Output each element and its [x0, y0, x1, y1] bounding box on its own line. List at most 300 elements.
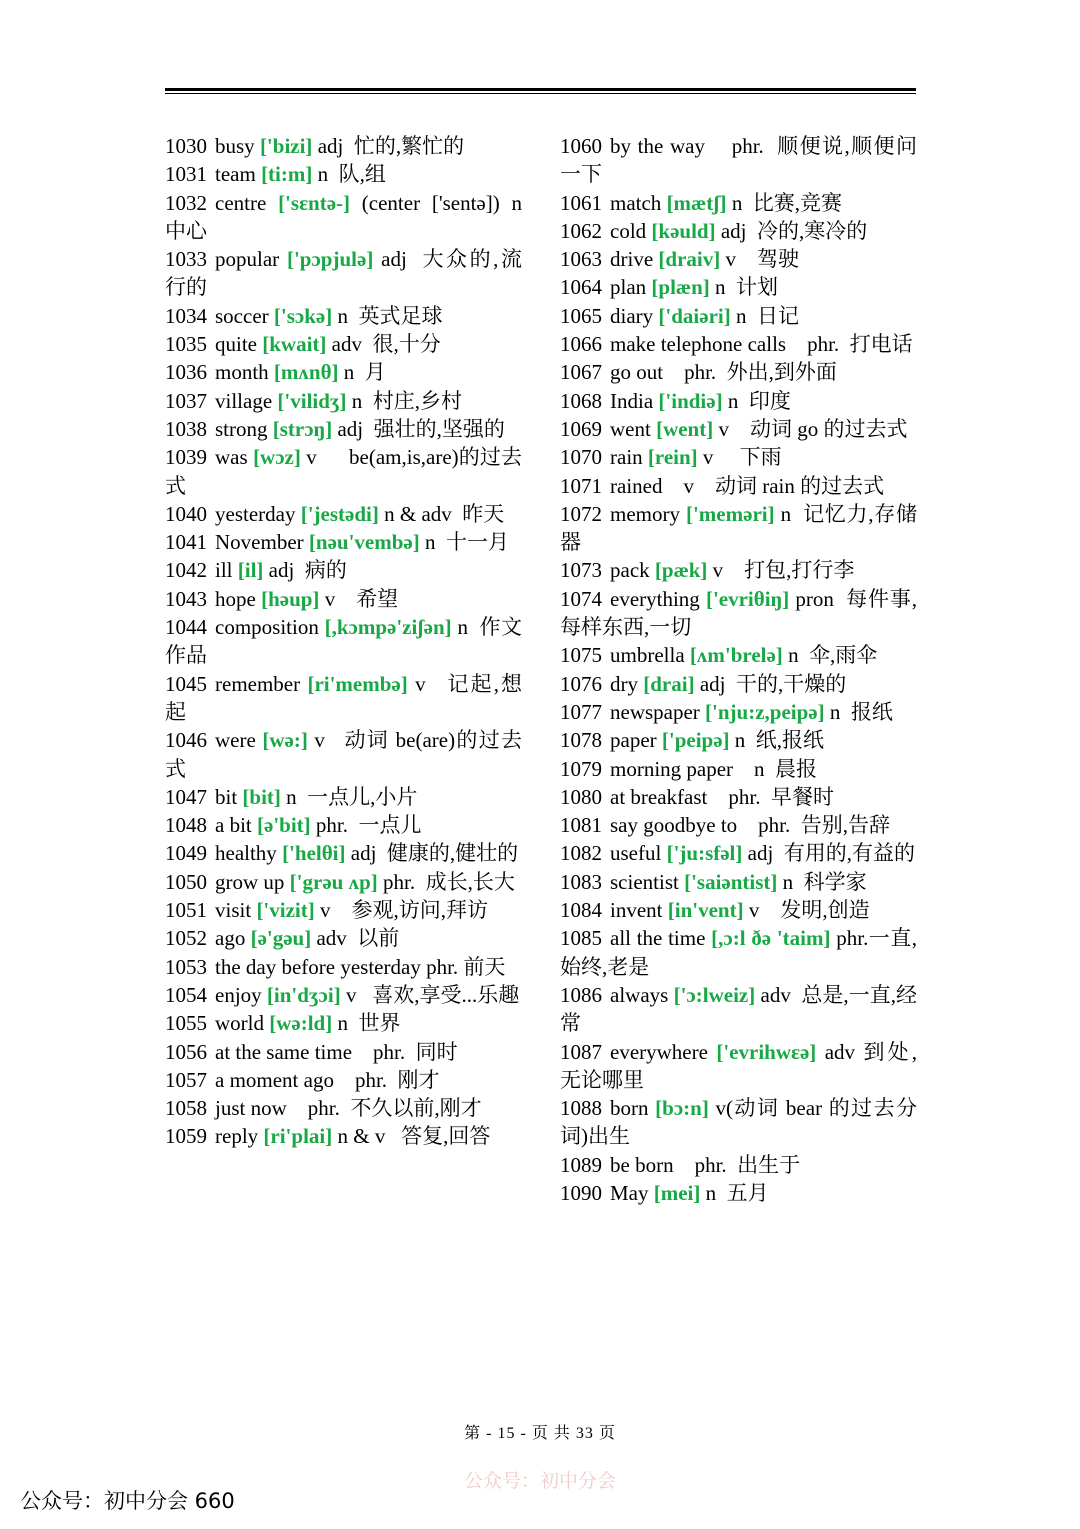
vocab-entry — [560, 132, 917, 189]
vocab-column-right — [560, 132, 917, 1207]
vocab-entry — [560, 443, 917, 471]
entry-phonetic: ['sɔkə] — [273, 303, 333, 328]
entry-number: 1055 — [165, 1011, 207, 1036]
entry-word: popular — [215, 247, 280, 272]
entry-definition: adj 冷的,寒冷的 — [720, 218, 868, 243]
entry-phonetic: [bɔ:n] — [655, 1096, 709, 1121]
entry-word: go out — [610, 360, 664, 385]
vocab-entry — [165, 302, 522, 330]
entry-definition: n 村庄,乡村 — [351, 388, 463, 413]
entry-word: grow up — [215, 869, 285, 894]
entry-word: everywhere — [610, 1039, 708, 1064]
entry-number: 1048 — [165, 813, 207, 838]
entry-number: 1041 — [165, 530, 207, 555]
entry-phonetic: ['vilidʒ] — [277, 388, 347, 413]
entry-definition: adv 以前 — [316, 926, 400, 951]
entry-number: 1075 — [560, 643, 602, 668]
entry-word: make telephone calls — [610, 332, 787, 357]
entry-phonetic: ['bizi] — [259, 134, 313, 158]
entry-number: 1083 — [560, 869, 602, 894]
vocab-column-left — [165, 132, 528, 1151]
vocab-entry — [560, 1094, 917, 1151]
vocab-entry — [165, 585, 522, 613]
vocab-entry — [560, 726, 917, 754]
entry-definition: n 十一月 — [424, 530, 509, 555]
entry-word: at breakfast — [610, 784, 708, 809]
entry-number: 1067 — [560, 360, 602, 385]
entry-definition: phr. 顺便说,顺便问一下 — [560, 134, 917, 187]
entry-word: healthy — [215, 841, 277, 866]
entry-definition: v 发明,创造 — [748, 898, 870, 923]
entry-definition: v 下雨 — [702, 445, 782, 470]
entry-number: 1084 — [560, 898, 602, 923]
entry-number: 1074 — [560, 586, 602, 611]
entry-phonetic: ['pɔpjulə] — [286, 247, 374, 272]
entry-phonetic: [ə'bit] — [257, 813, 311, 838]
entry-word: yesterday — [215, 501, 296, 526]
entry-word: enjoy — [215, 982, 262, 1007]
entry-definition: pron 每件事,每样东西,一切 — [560, 586, 918, 640]
entry-definition: phr. 早餐时 — [712, 784, 834, 809]
entry-phonetic: ['evriθiŋ] — [705, 586, 790, 611]
entry-definition: v 动词 rain 的过去式 — [667, 473, 885, 498]
entry-word: invent — [610, 898, 663, 923]
vocab-entry — [560, 302, 917, 330]
entry-number: 1072 — [560, 501, 602, 526]
entry-definition: phr. 刚才 — [339, 1067, 440, 1092]
entry-word: the day before yesterday — [215, 954, 421, 979]
entry-definition: n 科学家 — [782, 869, 867, 894]
page-number-footer: 第 - 15 - 页 共 33 页 — [464, 1425, 616, 1442]
vocab-entry — [560, 839, 917, 867]
header-rule-thick — [165, 88, 916, 91]
entry-definition: n 伞,雨伞 — [788, 643, 878, 668]
entry-definition: adv 很,十分 — [331, 332, 441, 357]
entry-phonetic: [mei] — [653, 1180, 701, 1205]
entry-number: 1065 — [560, 303, 602, 328]
entry-word: plan — [610, 275, 647, 300]
watermark-text: 公众号：初中分会 — [463, 1470, 616, 1492]
entry-word: dry — [610, 671, 638, 696]
vocab-entry — [165, 670, 522, 727]
entry-number: 1076 — [560, 671, 602, 696]
entry-word: team — [215, 162, 256, 187]
entry-number: 1037 — [165, 388, 207, 413]
entry-definition: v 参观,访问,拜访 — [320, 898, 488, 923]
entry-phonetic: [drai] — [643, 671, 695, 696]
entry-word: pack — [610, 558, 650, 583]
entry-number: 1053 — [165, 954, 207, 979]
entry-definition: phr. 成长,长大 — [383, 869, 515, 894]
entry-definition: adv 总是,一直,经常 — [560, 982, 918, 1036]
entry-word: cold — [610, 218, 647, 243]
entry-definition: phr. 一点儿 — [315, 813, 422, 838]
entry-phonetic: [kəuld] — [651, 218, 716, 243]
entry-definition: n 比赛,竞赛 — [731, 190, 843, 215]
entry-number: 1057 — [165, 1067, 207, 1092]
vocab-entry — [165, 160, 522, 188]
vocab-entry — [165, 330, 522, 358]
entry-number: 1069 — [560, 416, 602, 441]
entry-word: ill — [215, 558, 233, 583]
entry-definition: v 记起,想起 — [165, 671, 523, 724]
entry-word: all the time — [610, 926, 706, 951]
vocab-entry — [560, 981, 917, 1038]
entry-word: born — [610, 1096, 649, 1121]
entry-number: 1031 — [165, 162, 207, 187]
entry-number: 1056 — [165, 1039, 207, 1064]
entry-definition: n & adv 昨天 — [384, 501, 505, 526]
vocab-entry — [560, 415, 917, 443]
entry-word: May — [610, 1180, 649, 1205]
entry-number: 1050 — [165, 869, 207, 894]
entry-number: 1081 — [560, 813, 602, 838]
entry-definition: phr. 同时 — [357, 1039, 458, 1064]
entry-definition: n 印度 — [727, 388, 791, 413]
entry-word: busy — [215, 134, 255, 158]
entry-number: 1043 — [165, 586, 207, 611]
entry-definition: n 计划 — [715, 275, 779, 300]
entry-number: 1086 — [560, 982, 602, 1007]
entry-number: 1034 — [165, 303, 207, 328]
entry-word: say goodbye to — [610, 813, 738, 838]
entry-number: 1071 — [560, 473, 602, 498]
entry-number: 1052 — [165, 926, 207, 951]
vocab-entry — [165, 1038, 522, 1066]
entry-number: 1062 — [560, 218, 602, 243]
entry-phonetic: [pæk] — [654, 558, 708, 583]
entry-phonetic: [həup] — [261, 586, 320, 611]
vocab-entry — [165, 868, 522, 896]
entry-word: world — [215, 1011, 264, 1036]
entry-word: rained — [610, 473, 663, 498]
vocab-entry — [560, 217, 917, 245]
entry-phonetic: [in'dʒɔi] — [266, 982, 341, 1007]
entry-word: November — [215, 530, 304, 555]
entry-number: 1068 — [560, 388, 602, 413]
entry-phonetic: [rein] — [647, 445, 698, 470]
entry-definition: phr. 外出,到外面 — [668, 360, 837, 385]
vocab-entry — [165, 1122, 522, 1150]
entry-definition: adj 忙的,繁忙的 — [317, 134, 465, 158]
entry-number: 1070 — [560, 445, 602, 470]
entry-word: composition — [215, 615, 319, 640]
entry-definition: v 动词 go 的过去式 — [718, 416, 908, 441]
entry-phonetic: ['sɛntə-] — [278, 190, 351, 215]
entry-definition: n 五月 — [705, 1180, 769, 1205]
entry-definition: v 打包,打行李 — [712, 558, 855, 583]
entry-definition: n 队,组 — [317, 162, 386, 187]
entry-word: match — [610, 190, 662, 215]
vocab-entry — [560, 698, 917, 726]
entry-definition: phr. 前天 — [426, 954, 506, 979]
entry-definition: (center ['sentə]) n 中心 — [165, 190, 528, 243]
entry-definition: phr. 出生于 — [678, 1152, 801, 1177]
entry-phonetic: [,ɔ:l ðə 'taim] — [711, 926, 831, 951]
vocab-entry — [165, 1009, 522, 1037]
entry-definition: phr. 打电话 — [791, 332, 913, 357]
entry-definition: n 月 — [343, 360, 386, 385]
vocab-entry — [560, 245, 917, 273]
entry-word: a bit — [215, 813, 252, 838]
vocab-entry — [165, 924, 522, 952]
vocab-entry — [165, 387, 522, 415]
entry-number: 1032 — [165, 190, 207, 215]
vocab-entry — [165, 783, 522, 811]
entry-definition: adj 强壮的,坚强的 — [337, 416, 505, 441]
entry-phonetic: ['daiəri] — [658, 303, 731, 328]
entry-number: 1059 — [165, 1124, 207, 1149]
entry-phonetic: ['ju:sfəl] — [666, 841, 743, 866]
vocab-entry — [560, 868, 917, 896]
vocab-entry — [560, 811, 917, 839]
entry-definition: v be(am,is,are)的过去式 — [165, 445, 523, 498]
vocab-entry — [560, 358, 917, 386]
entry-word: newspaper — [610, 699, 700, 724]
entry-phonetic: [strɔŋ] — [272, 416, 333, 441]
entry-definition: n 晨报 — [738, 756, 818, 781]
entry-definition: n 一点儿,小片 — [286, 784, 418, 809]
vocab-entry — [560, 670, 917, 698]
entry-number: 1079 — [560, 756, 602, 781]
entry-word: village — [215, 388, 273, 413]
entry-phonetic: ['evrihwɛə] — [716, 1039, 817, 1064]
vocab-entry — [165, 811, 522, 839]
entry-definition: v 驾驶 — [725, 247, 799, 272]
entry-word: ago — [215, 926, 246, 951]
vocab-entry — [165, 1094, 522, 1122]
vocab-entry — [165, 613, 522, 670]
entry-phonetic: [wə:ld] — [269, 1011, 333, 1036]
entry-word: scientist — [610, 869, 679, 894]
entry-number: 1044 — [165, 615, 207, 640]
entry-number: 1078 — [560, 728, 602, 753]
entry-word: memory — [610, 501, 680, 526]
entry-definition: v 喜欢,享受...乐趣 — [345, 982, 520, 1007]
entry-phonetic: [bit] — [242, 784, 281, 809]
entry-definition: adv 到处,无论哪里 — [560, 1039, 918, 1092]
entry-phonetic: [ri'membə] — [307, 671, 408, 696]
entry-word: diary — [610, 303, 654, 328]
entry-word: rain — [610, 445, 643, 470]
vocab-entry — [560, 924, 917, 981]
vocab-entry — [560, 783, 917, 811]
entry-number: 1047 — [165, 784, 207, 809]
vocab-entry — [560, 1151, 917, 1179]
entry-word: a moment ago — [215, 1067, 334, 1092]
entry-number: 1088 — [560, 1096, 602, 1121]
vocab-entry — [165, 556, 522, 584]
entry-number: 1066 — [560, 332, 602, 357]
entry-phonetic: ['grəu ʌp] — [289, 869, 378, 894]
entry-word: useful — [610, 841, 662, 866]
vocab-entry — [165, 726, 522, 783]
entry-phonetic: [in'vent] — [667, 898, 744, 923]
entry-number: 1058 — [165, 1096, 207, 1121]
vocab-entry — [560, 556, 917, 584]
vocab-entry — [165, 981, 522, 1009]
vocab-entry — [165, 358, 522, 386]
entry-definition: adj 大众的,流行的 — [165, 247, 523, 300]
entry-phonetic: [wə:] — [262, 728, 308, 753]
entry-phonetic: ['saiəntist] — [684, 869, 778, 894]
vocab-entry — [165, 1066, 522, 1094]
vocab-entry — [165, 839, 522, 867]
entry-number: 1054 — [165, 982, 207, 1007]
entry-phonetic: [went] — [656, 416, 714, 441]
entry-number: 1063 — [560, 247, 602, 272]
vocab-entry — [560, 896, 917, 924]
vocab-entry — [165, 500, 522, 528]
entry-number: 1051 — [165, 898, 207, 923]
entry-definition: adj 健康的,健壮的 — [350, 841, 519, 866]
entry-word: paper — [610, 728, 657, 753]
entry-phonetic: [wɔz] — [253, 445, 301, 470]
vocab-entry — [165, 896, 522, 924]
entry-number: 1073 — [560, 558, 602, 583]
entry-word: soccer — [215, 303, 269, 328]
entry-number: 1046 — [165, 728, 207, 753]
entry-number: 1049 — [165, 841, 207, 866]
vocab-entry — [560, 585, 917, 642]
entry-phonetic: [nəu'vembə] — [308, 530, 420, 555]
entry-number: 1038 — [165, 416, 207, 441]
entry-number: 1090 — [560, 1180, 602, 1205]
vocab-entry — [165, 953, 522, 981]
entry-phonetic: [il] — [237, 558, 264, 583]
entry-phonetic: [mætʃ] — [666, 190, 727, 215]
entry-word: strong — [215, 416, 268, 441]
entry-definition: n 纸,报纸 — [734, 728, 825, 753]
vocab-entry — [165, 443, 522, 500]
vocab-entry — [165, 415, 522, 443]
entry-number: 1061 — [560, 190, 602, 215]
entry-definition: phr.一直,始终,老是 — [560, 926, 918, 979]
entry-number: 1077 — [560, 699, 602, 724]
entry-word: remember — [215, 671, 301, 696]
entry-phonetic: ['helθi] — [282, 841, 346, 866]
entry-phonetic: [draiv] — [658, 247, 721, 272]
entry-definition: n 世界 — [337, 1011, 401, 1036]
entry-word: by the way — [610, 134, 705, 158]
entry-phonetic: ['indiə] — [658, 388, 723, 413]
entry-definition: adj 病的 — [268, 558, 347, 583]
entry-definition: n 记忆力,存储器 — [560, 501, 918, 555]
entry-definition: v 希望 — [324, 586, 399, 611]
entry-word: at the same time — [215, 1039, 353, 1064]
entry-phonetic: ['peipə] — [661, 728, 730, 753]
entry-word: be born — [610, 1152, 674, 1177]
entry-definition: adj 有用的,有益的 — [747, 841, 916, 866]
entry-word: was — [215, 445, 248, 470]
entry-phonetic: ['ɔ:lweiz] — [673, 982, 756, 1007]
vocab-entry — [560, 755, 917, 783]
entry-word: drive — [610, 247, 654, 272]
entry-phonetic: [ri'plai] — [263, 1124, 333, 1149]
entry-definition: v(动词 bear 的过去分词)出生 — [560, 1096, 917, 1149]
entry-number: 1082 — [560, 841, 602, 866]
vocab-entry — [560, 1038, 917, 1095]
entry-phonetic: [mʌnθ] — [273, 360, 339, 385]
account-label: 公众号：初中分会 660 — [20, 1489, 235, 1513]
vocab-entry — [560, 641, 917, 669]
entry-number: 1085 — [560, 926, 602, 951]
entry-word: morning paper — [610, 756, 734, 781]
entry-word: always — [610, 982, 669, 1007]
entry-word: were — [215, 728, 256, 753]
entry-word: quite — [215, 332, 257, 357]
entry-number: 1033 — [165, 247, 207, 272]
entry-phonetic: ['nju:z,peipə] — [705, 699, 825, 724]
entry-word: umbrella — [610, 643, 685, 668]
entry-phonetic: ['vizit] — [256, 898, 315, 923]
entry-word: centre — [215, 190, 267, 215]
entry-definition: phr. 不久以前,刚才 — [292, 1096, 482, 1121]
entry-definition: n & v 答复,回答 — [337, 1124, 491, 1149]
entry-word: everything — [610, 586, 700, 611]
vocab-entry — [165, 189, 528, 246]
entry-number: 1060 — [560, 134, 602, 158]
entry-number: 1087 — [560, 1039, 602, 1064]
entry-word: visit — [215, 898, 252, 923]
entry-number: 1042 — [165, 558, 207, 583]
entry-phonetic: [ə'gəu] — [250, 926, 312, 951]
header-rule-thin — [165, 93, 916, 94]
entry-number: 1030 — [165, 134, 207, 158]
entry-phonetic: [ti:m] — [261, 162, 313, 187]
entry-word: just now — [215, 1096, 287, 1121]
vocab-entry — [165, 528, 522, 556]
entry-phonetic: ['jestədi] — [300, 501, 379, 526]
entry-number: 1036 — [165, 360, 207, 385]
entry-number: 1045 — [165, 671, 207, 696]
entry-number: 1064 — [560, 275, 602, 300]
entry-phonetic: ['meməri] — [685, 501, 775, 526]
vocab-entry — [560, 273, 917, 301]
vocab-entry — [560, 330, 917, 358]
entry-phonetic: [plæn] — [651, 275, 710, 300]
entry-word: month — [215, 360, 269, 385]
vocab-entry — [560, 1179, 917, 1207]
entry-word: reply — [215, 1124, 259, 1149]
entry-word: India — [610, 388, 654, 413]
entry-number: 1080 — [560, 784, 602, 809]
entry-word: went — [610, 416, 651, 441]
vocab-entry — [560, 387, 917, 415]
entry-definition: n 作文作品 — [165, 615, 522, 668]
entry-definition: n 英式足球 — [337, 303, 443, 328]
entry-number: 1039 — [165, 445, 207, 470]
vocab-entry — [560, 500, 917, 557]
entry-phonetic: [kwait] — [262, 332, 327, 357]
entry-phonetic: [,kɔmpə'ziʃən] — [324, 615, 452, 640]
entry-phonetic: [ʌm'brelə] — [689, 643, 783, 668]
entry-word: hope — [215, 586, 256, 611]
entry-number: 1040 — [165, 501, 207, 526]
vocab-entry — [165, 132, 522, 160]
vocab-entry — [165, 245, 522, 302]
entry-definition: n 报纸 — [829, 699, 893, 724]
vocab-entry — [560, 472, 917, 500]
vocab-entry — [560, 189, 917, 217]
entry-definition: n 日记 — [735, 303, 799, 328]
entry-definition: v 动词 be(are)的过去式 — [165, 728, 522, 781]
entry-word: bit — [215, 784, 238, 809]
entry-definition: adj 干的,干燥的 — [699, 671, 847, 696]
entry-number: 1089 — [560, 1152, 602, 1177]
entry-definition: phr. 告别,告辞 — [742, 813, 890, 838]
entry-number: 1035 — [165, 332, 207, 357]
